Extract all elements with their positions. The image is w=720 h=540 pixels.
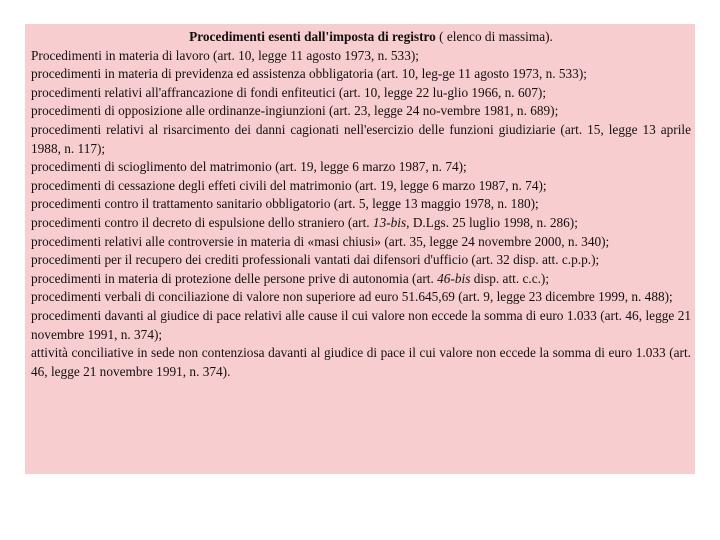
document-title	[51, 28, 691, 47]
list-item: procedimenti relativi al risarcimento dei danni cagionati nell'esercizio delle funzioni giudiziarie (art. 15, legge 13 aprile 1988, n. 117);	[31, 121, 691, 156]
list-item-autonomia	[31, 270, 691, 289]
title-rest-text: ( elenco di massima).	[435, 29, 553, 44]
document-panel	[25, 24, 695, 474]
list-item-straniero	[31, 214, 691, 233]
list-item-text: procedimenti contro il decreto di espulsione dello straniero (art.	[31, 214, 373, 230]
list-item-italic: 13-bis,	[372, 214, 410, 230]
list-item-text: procedimenti in materia di protezione delle persone prive di autonomia (art.	[31, 270, 438, 286]
list-item: procedimenti di opposizione alle ordinanze-ingiunzioni (art. 23, legge 24 no-vembre 1981, n. 689);	[31, 103, 559, 119]
list-item: Procedimenti in materia di lavoro (art. 10, legge 11 agosto 1973, n. 533);	[31, 47, 419, 63]
list-item: procedimenti verbali di conciliazione di valore non superiore ad euro 51.645,69 (art. 9, legge 23 dicembre 1999, n. 488);	[31, 289, 673, 305]
list-item: attività conciliative in sede non contenziosa davanti al giudice di pace il cui valore non eccede la somma di euro 1.033 (art. 46, legge 21 novembre 1991, n. 374).	[31, 345, 691, 379]
list-item: procedimenti di scioglimento del matrimonio (art. 19, legge 6 marzo 1987, n. 74);	[31, 159, 467, 175]
list-item: procedimenti relativi alle controversie in materia di «masi chiusi» (art. 35, legge 24 novembre 2000, n. 340);	[31, 233, 610, 249]
list-item: procedimenti in materia di previdenza ed assistenza obbligatoria (art. 10, leg-ge 11 agosto 1973, n. 533);	[31, 66, 587, 82]
list-item: procedimenti davanti al giudice di pace relativi alle cause il cui valore non eccede la somma di euro 1.033 (art. 46, legge 21 novembre 1991, n. 374);	[31, 307, 691, 342]
list-item: procedimenti relativi all'affrancazione di fondi enfiteutici (art. 10, legge 22 lu-glio 1966, n. 607);	[31, 84, 547, 100]
list-item: procedimenti per il recupero dei crediti professionali vantati dai difensori d'ufficio (art. 32 disp. att. c.p.p.);	[31, 252, 600, 268]
title-bold-text: Procedimenti esenti dall'imposta di registro	[189, 29, 436, 44]
list-item: procedimenti di cessazione degli effeti civili del matrimonio (art. 19, legge 6 marzo 1987, n. 74);	[31, 177, 547, 193]
list-item-text: disp. att. c.c.);	[470, 270, 550, 286]
list-item-italic: 46-bis	[437, 270, 471, 286]
list-item-text: D.Lgs. 25 luglio 1998, n. 286);	[409, 214, 578, 230]
list-item: procedimenti contro il trattamento sanitario obbligatorio (art. 5, legge 13 maggio 1978, n. 180);	[31, 196, 539, 212]
